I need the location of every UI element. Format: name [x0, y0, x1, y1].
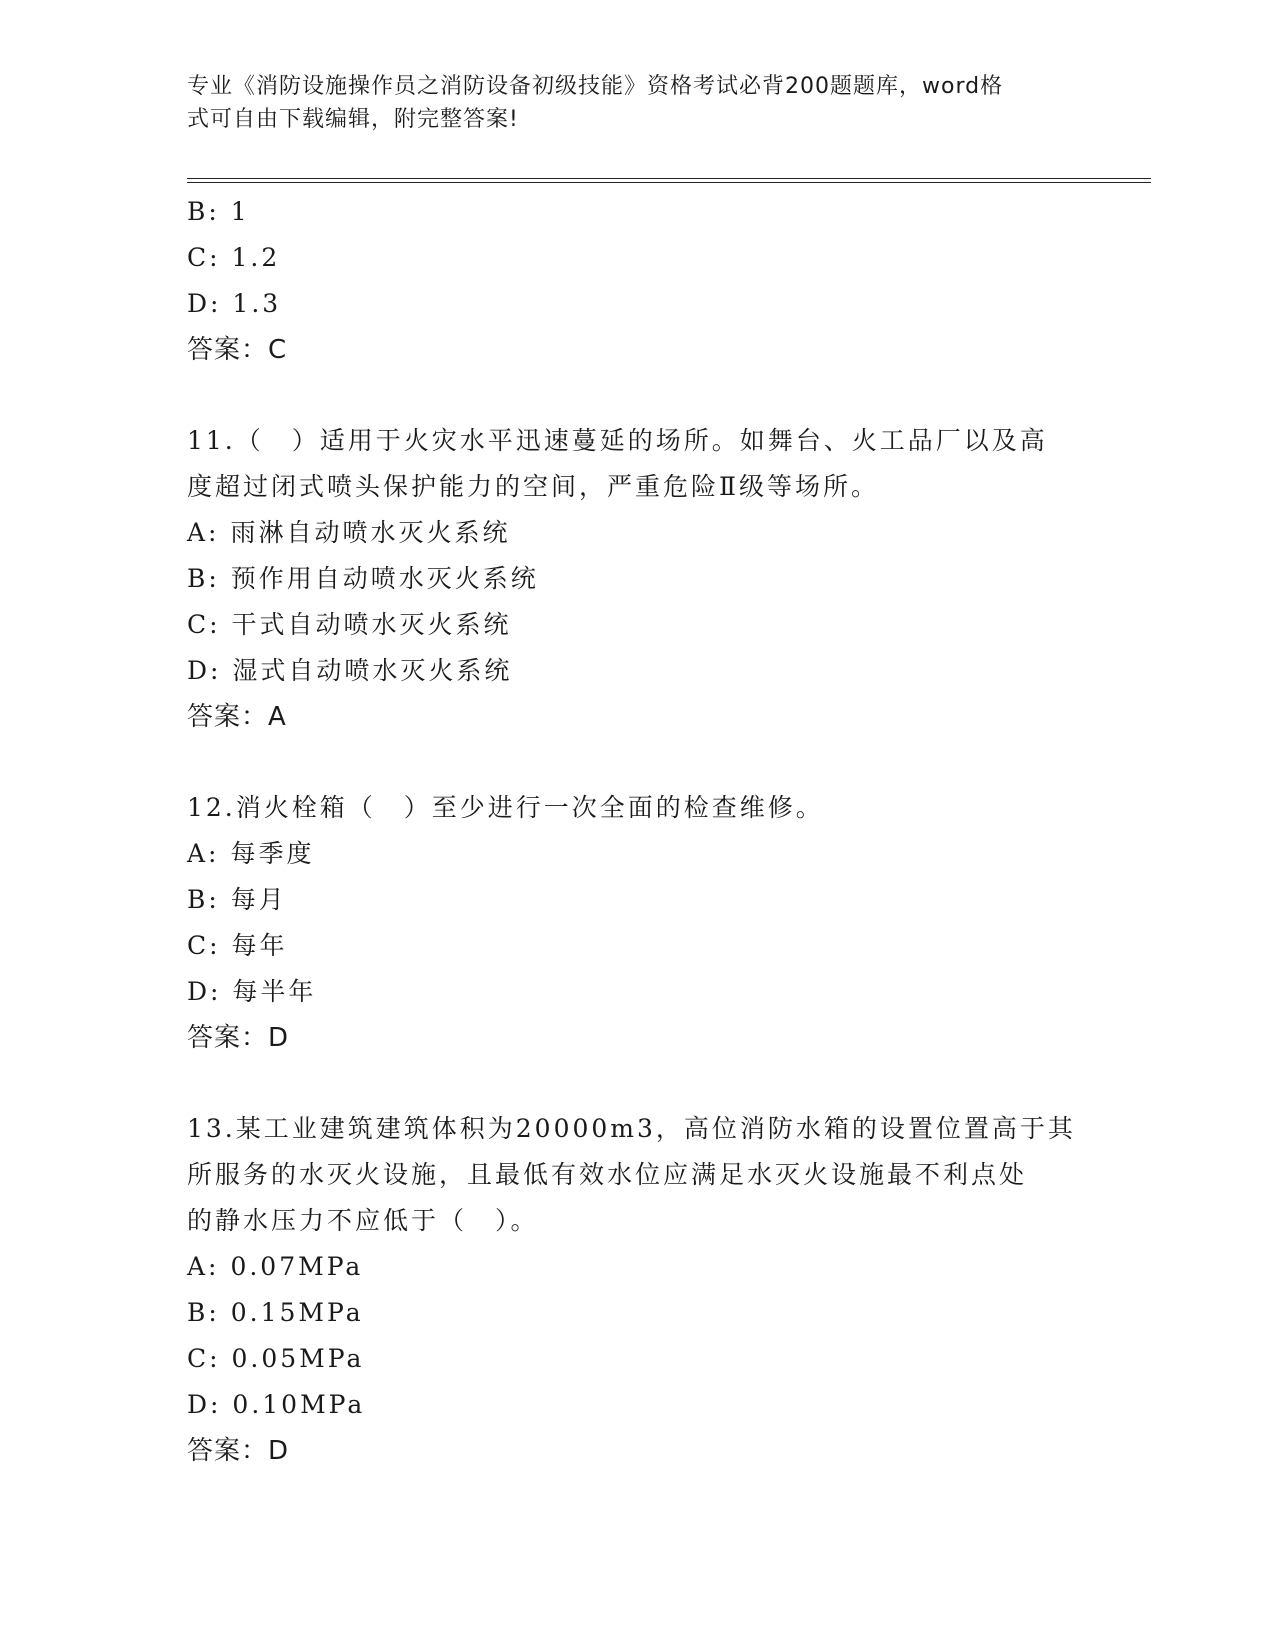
question-spacer: [187, 740, 1087, 785]
option-text: 1: [230, 197, 250, 226]
option-label: C:: [187, 931, 221, 960]
option-a: [187, 1244, 1087, 1290]
option-c: [187, 235, 1087, 281]
question-13: [187, 1106, 1087, 1474]
option-b: [187, 556, 1087, 602]
answer-line: 答案：D: [187, 1436, 290, 1466]
option-d: [187, 281, 1087, 327]
option-c: [187, 602, 1087, 648]
question-text-line: 11.（ ）适用于火灾水平迅速蔓延的场所。如舞台、火工品厂以及高: [187, 426, 1048, 455]
question-text-line: 所服务的水灭火设施，且最低有效水位应满足水灭火设施最不利点处: [187, 1160, 1028, 1189]
option-label: D:: [187, 977, 222, 1006]
option-text: 预作用自动喷水灭火系统: [230, 564, 539, 593]
option-b: [187, 1290, 1087, 1336]
option-c: [187, 1336, 1087, 1382]
question-text-line: 12.消火栓箱（ ）至少进行一次全面的检查维修。: [187, 793, 824, 822]
option-label: B:: [187, 1298, 220, 1327]
question-11: [187, 418, 1087, 740]
option-label: C:: [187, 243, 221, 272]
option-label: C:: [187, 610, 221, 639]
option-text: 0.15MPa: [230, 1298, 364, 1327]
option-text: 每季度: [230, 839, 315, 868]
question-list: [187, 189, 1087, 1474]
header-title-line-2: 式可自由下载编辑，附完整答案!: [187, 107, 519, 132]
option-label: A:: [187, 839, 220, 868]
header-title-line-1: 专业《消防设施操作员之消防设备初级技能》资格考试必背200题题库，word格: [187, 74, 1004, 99]
document-header: [187, 70, 1067, 136]
option-label: B:: [187, 564, 220, 593]
question-spacer: [187, 373, 1087, 418]
option-text: 1.3: [232, 289, 282, 318]
option-label: D:: [187, 1390, 222, 1419]
answer-line: 答案：D: [187, 1023, 290, 1053]
option-text: 每半年: [232, 977, 317, 1006]
option-d: [187, 969, 1087, 1015]
option-text: 每年: [231, 931, 288, 960]
option-text: 每月: [230, 885, 287, 914]
option-text: 雨淋自动喷水灭火系统: [230, 518, 511, 547]
option-label: B:: [187, 197, 220, 226]
answer-line: 答案：C: [187, 335, 288, 365]
option-text: 干式自动喷水灭火系统: [231, 610, 512, 639]
option-b: [187, 189, 1087, 235]
option-d: [187, 648, 1087, 694]
option-label: B:: [187, 885, 220, 914]
option-label: D:: [187, 289, 222, 318]
option-text: 0.07MPa: [230, 1252, 364, 1281]
option-text: 1.2: [231, 243, 281, 272]
question-text-line: 13.某工业建筑建筑体积为20000m3，高位消防水箱的设置位置高于其: [187, 1114, 1076, 1143]
option-text: 0.10MPa: [232, 1390, 366, 1419]
option-b: [187, 877, 1087, 923]
option-c: [187, 923, 1087, 969]
option-label: A:: [187, 1252, 220, 1281]
answer-line: 答案：A: [187, 702, 287, 732]
question-spacer: [187, 1061, 1087, 1106]
question-text-line: 的静水压力不应低于（ ）。: [187, 1206, 539, 1235]
option-text: 湿式自动喷水灭火系统: [232, 656, 513, 685]
option-a: [187, 831, 1087, 877]
header-divider: [187, 178, 1151, 183]
question-prev: [187, 189, 1087, 373]
option-d: [187, 1382, 1087, 1428]
option-label: D:: [187, 656, 222, 685]
question-12: [187, 785, 1087, 1061]
question-text-line: 度超过闭式喷头保护能力的空间，严重危险Ⅱ级等场所。: [187, 472, 879, 501]
option-text: 0.05MPa: [231, 1344, 365, 1373]
option-label: A:: [187, 518, 220, 547]
option-label: C:: [187, 1344, 221, 1373]
option-a: [187, 510, 1087, 556]
